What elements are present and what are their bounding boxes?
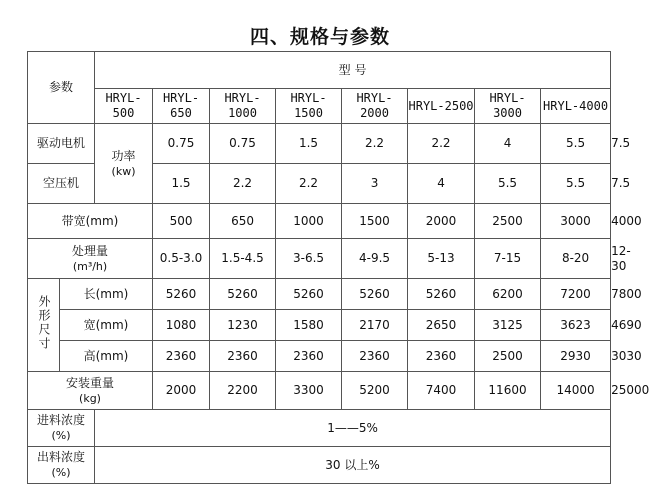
belt-cell: 650 xyxy=(210,204,276,239)
compressor-cell: 5.5 xyxy=(541,164,611,204)
width-cell: 2650 xyxy=(408,310,475,341)
motor-cell: 0.75 xyxy=(153,124,210,164)
width-cell: 2170 xyxy=(342,310,408,341)
weight-cell: 14000 xyxy=(541,372,611,410)
capacity-cell: 5-13 xyxy=(408,239,475,279)
height-cell: 2360 xyxy=(408,341,475,372)
belt-cell: 2000 xyxy=(408,204,475,239)
height-label: 高(mm) xyxy=(60,341,153,372)
capacity-cell: 0.5-3.0 xyxy=(153,239,210,279)
discharge-row xyxy=(28,447,611,484)
height-cell: 2360 xyxy=(342,341,408,372)
height-cell: 2500 xyxy=(475,341,541,372)
compressor-cell: 2.2 xyxy=(210,164,276,204)
belt-row: 带宽(mm) 500 650 1000 1500 2000 2500 3000 4000 xyxy=(28,204,611,239)
model-cell: HRYL-2500 xyxy=(408,89,475,124)
power-group-label: 功率 (kw) xyxy=(95,124,153,204)
feed-row xyxy=(28,410,611,447)
capacity-cell: 4-9.5 xyxy=(342,239,408,279)
table-header-row xyxy=(28,52,611,89)
capacity-cell: 1.5-4.5 xyxy=(210,239,276,279)
length-row: 外形尺寸 长(mm) 5260 5260 5260 5260 5260 6200 7200 7800 xyxy=(28,279,611,310)
height-cell: 2360 xyxy=(153,341,210,372)
width-label: 宽(mm) xyxy=(60,310,153,341)
feed-label: 进料浓度 (%) xyxy=(28,410,95,447)
weight-cell: 5200 xyxy=(342,372,408,410)
weight-label: 安装重量 (kg) xyxy=(28,372,153,410)
spec-table xyxy=(27,51,649,484)
height-cell: 2360 xyxy=(276,341,342,372)
compressor-cell: 1.5 xyxy=(153,164,210,204)
dims-group-label: 外形尺寸 xyxy=(28,279,60,372)
compressor-cell: 4 xyxy=(408,164,475,204)
belt-cell: 1000 xyxy=(276,204,342,239)
length-cell: 5260 xyxy=(210,279,276,310)
model-cell: HRYL-2000 xyxy=(342,89,408,124)
length-cell: 5260 xyxy=(153,279,210,310)
model-cell: HRYL-3000 xyxy=(475,89,541,124)
model-cell: HRYL-4000 xyxy=(541,89,611,124)
weight-cell: 11600 xyxy=(475,372,541,410)
motor-cell: 0.75 xyxy=(210,124,276,164)
discharge-label: 出料浓度 (%) xyxy=(28,447,95,484)
model-cell: HRYL-500 xyxy=(95,89,153,124)
motor-cell: 2.2 xyxy=(408,124,475,164)
model-cell: HRYL-1000 xyxy=(210,89,276,124)
motor-cell: 2.2 xyxy=(342,124,408,164)
width-row: 宽(mm) 1080 1230 1580 2170 2650 3125 3623 4690 xyxy=(28,310,611,341)
model-cell: HRYL-650 xyxy=(153,89,210,124)
motor-cell: 4 xyxy=(475,124,541,164)
belt-cell: 2500 xyxy=(475,204,541,239)
width-cell: 3623 xyxy=(541,310,611,341)
model-header: 型 号 xyxy=(95,52,611,89)
belt-cell: 1500 xyxy=(342,204,408,239)
length-cell: 5260 xyxy=(342,279,408,310)
page-title: 四、规格与参数 xyxy=(249,26,390,48)
length-cell: 7200 xyxy=(541,279,611,310)
height-row: 高(mm) 2360 2360 2360 2360 2360 2500 2930 3030 xyxy=(28,341,611,372)
weight-cell: 7400 xyxy=(408,372,475,410)
compressor-row: 空压机 1.5 2.2 2.2 3 4 5.5 5.5 7.5 xyxy=(28,164,611,204)
weight-row: 安装重量 (kg) 2000 2200 3300 5200 7400 11600 14000 25000 xyxy=(28,372,611,410)
height-cell: 2930 xyxy=(541,341,611,372)
weight-cell: 3300 xyxy=(276,372,342,410)
motor-label: 驱动电机 xyxy=(28,124,95,164)
belt-label: 带宽(mm) xyxy=(28,204,153,239)
compressor-cell: 3 xyxy=(342,164,408,204)
width-cell: 1580 xyxy=(276,310,342,341)
params-header: 参数 xyxy=(28,52,95,124)
belt-cell: 500 xyxy=(153,204,210,239)
length-label: 长(mm) xyxy=(60,279,153,310)
motor-row: 驱动电机 功率 (kw) 0.75 0.75 1.5 2.2 2.2 4 5.5 7.5 xyxy=(28,124,611,164)
width-cell: 1230 xyxy=(210,310,276,341)
compressor-label: 空压机 xyxy=(28,164,95,204)
weight-cell: 2200 xyxy=(210,372,276,410)
weight-cell: 2000 xyxy=(153,372,210,410)
length-cell: 5260 xyxy=(408,279,475,310)
capacity-row: 处理量 (m³/h) 0.5-3.0 1.5-4.5 3-6.5 4-9.5 5-13 7-15 8-20 12-30 xyxy=(28,239,611,279)
capacity-cell: 8-20 xyxy=(541,239,611,279)
belt-cell: 3000 xyxy=(541,204,611,239)
model-cell: HRYL-1500 xyxy=(276,89,342,124)
discharge-value: 30 以上% xyxy=(95,447,611,484)
length-cell: 5260 xyxy=(276,279,342,310)
motor-cell: 1.5 xyxy=(276,124,342,164)
capacity-label: 处理量 (m³/h) xyxy=(28,239,153,279)
compressor-cell: 5.5 xyxy=(475,164,541,204)
length-cell: 6200 xyxy=(475,279,541,310)
height-cell: 2360 xyxy=(210,341,276,372)
motor-cell: 5.5 xyxy=(541,124,611,164)
capacity-cell: 7-15 xyxy=(475,239,541,279)
model-row xyxy=(28,89,611,124)
capacity-cell: 3-6.5 xyxy=(276,239,342,279)
feed-value: 1——5% xyxy=(95,410,611,447)
width-cell: 3125 xyxy=(475,310,541,341)
compressor-cell: 2.2 xyxy=(276,164,342,204)
width-cell: 1080 xyxy=(153,310,210,341)
